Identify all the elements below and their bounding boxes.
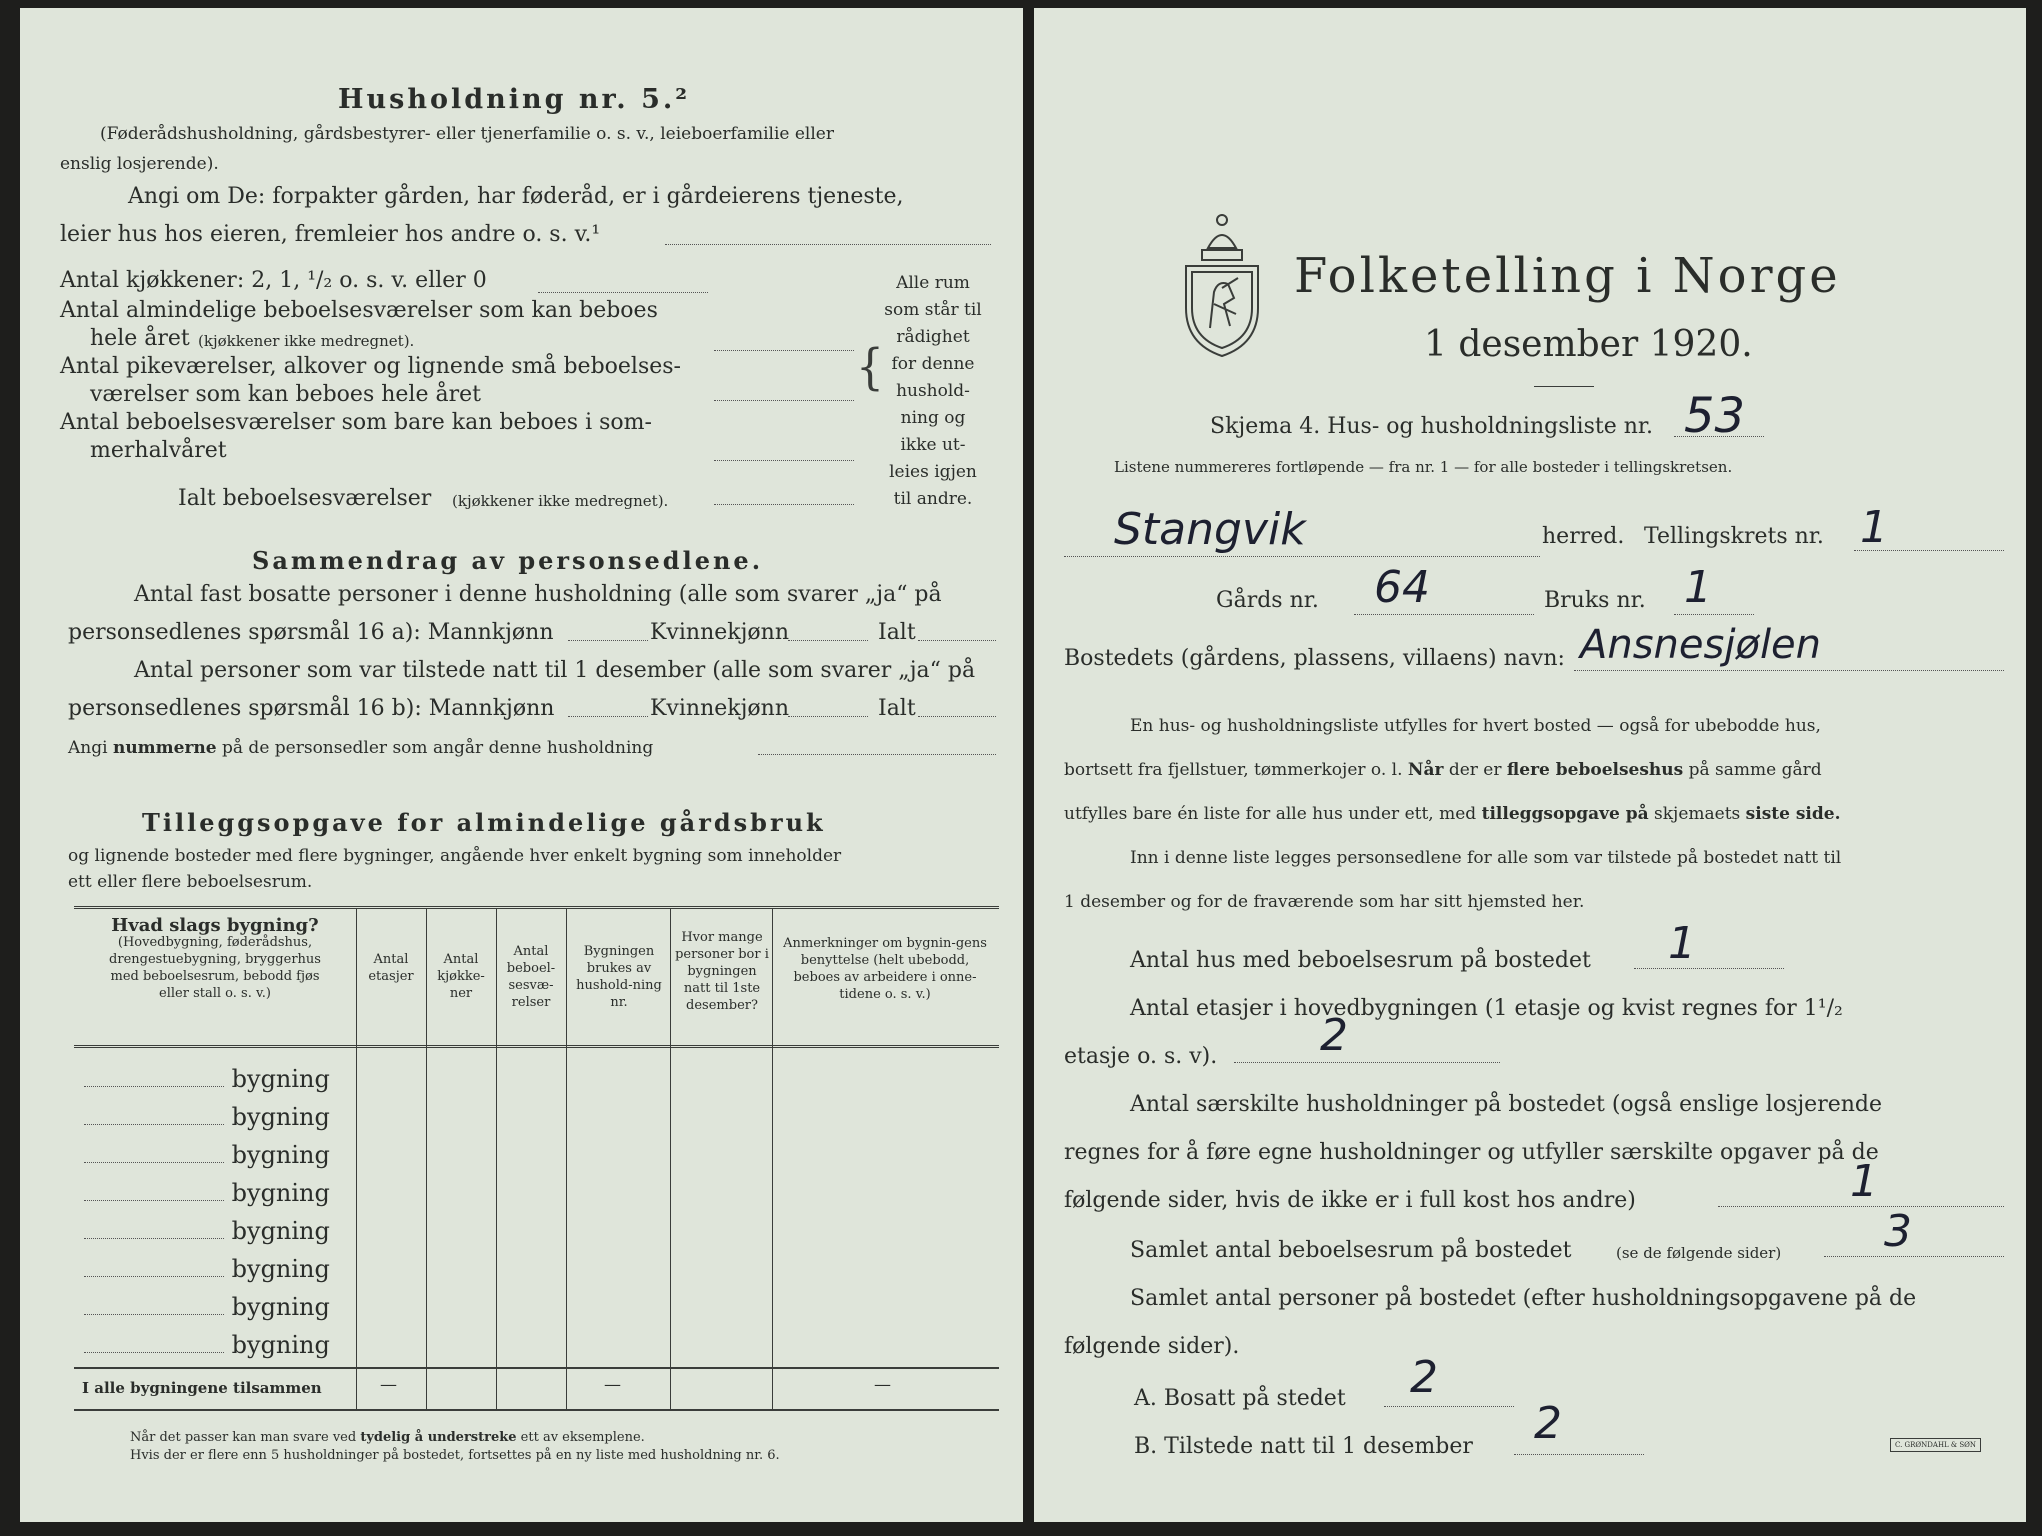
side-note-line: leies igjen [889, 462, 977, 482]
skjema-label: Skjema 4. Hus- og husholdningsliste nr. [1210, 414, 1653, 439]
alm-label-1: Antal almindelige beboelsesværelser som kan beboes [60, 298, 658, 323]
q-hus-value[interactable]: 1 [1668, 918, 1696, 969]
building-row[interactable] [84, 1179, 330, 1207]
col-header-type-desc: (Hovedbygning, føderådshus, drengestuebygning, bryggerhus med beboelsesrum, bebodd fjøs eller stall o. s. v.) [109, 935, 321, 1001]
building-row[interactable] [84, 1103, 330, 1131]
q-rum-small: (se de følgende sider) [1616, 1244, 1782, 1262]
q-b-label: B. Tilstede natt til 1 desember [1134, 1434, 1473, 1459]
coat-of-arms-icon [1178, 208, 1266, 358]
col-header-type-title: Hvad slags bygning? [111, 915, 319, 936]
side-note-line: som står til [884, 300, 982, 320]
mann-2-fill[interactable] [568, 716, 648, 717]
col-header-husholdning: Bygningen brukes av hushold-ning nr. [576, 944, 662, 1010]
info-line-2 [1064, 760, 1822, 780]
q-etasjer-1: Antal etasjer i hovedbygningen (1 etasje og kvist regnes for 1¹/₂ [1130, 996, 1843, 1021]
info-3b: tilleggsopgave på [1481, 804, 1649, 824]
gards-value[interactable]: 64 [1374, 562, 1430, 613]
pike-label-2: værelser som kan beboes hele året [90, 382, 481, 407]
side-note-line: hushold- [896, 381, 970, 401]
q-hush-1: Antal særskilte husholdninger på bostedet (også enslige losjerende [1130, 1092, 1883, 1117]
bosted-label: Bostedets (gårdens, plassens, villaens) navn: [1064, 646, 1565, 671]
total-row-label: I alle bygningene tilsammen [82, 1379, 322, 1397]
q-hush-2: regnes for å føre egne husholdninger og utfyller særskilte opgaver på de [1064, 1140, 1879, 1165]
kvinne-2-fill[interactable] [788, 716, 868, 717]
bosted-fill [1574, 670, 2004, 671]
q-a-fill [1384, 1406, 1514, 1407]
q-hush-fill [1718, 1206, 2004, 1207]
side-note-line: rådighet [896, 327, 970, 347]
footnote-1c: ett av eksemplene. [520, 1430, 645, 1445]
q-pers-2: følgende sider). [1064, 1334, 1240, 1359]
angi-nummerne-post: på de personsedler som angår denne husholdning [222, 738, 654, 758]
census-date: 1 desember 1920. [1424, 324, 1753, 365]
household-title: Husholdning nr. 5.² [338, 84, 691, 115]
col-header-type [78, 917, 352, 1002]
skjema-fill [1674, 436, 1764, 437]
kvinne-1-label: Kvinnekjønn [650, 620, 789, 645]
pike-label-1: Antal pikeværelser, alkover og lignende små beboelses- [60, 354, 681, 379]
alm-fill[interactable] [714, 350, 854, 351]
gards-fill [1354, 614, 1534, 615]
summary-line-2a: Antal personer som var tilstede natt til 1 desember (alle som svarer „ja“ på [134, 658, 976, 683]
building-row[interactable] [84, 1293, 330, 1321]
q-etasjer-2: etasje o. s. v). [1064, 1044, 1218, 1069]
ialt-rooms-small: (kjøkkener ikke medregnet). [452, 492, 669, 510]
q-hus-label: Antal hus med beboelsesrum på bostedet [1130, 948, 1591, 973]
kjokkener-fill[interactable] [538, 292, 708, 293]
side-note [878, 270, 988, 513]
tillegg-line-2: ett eller flere beboelsesrum. [68, 872, 313, 892]
col-header-personer: Hvor mange personer bor i bygningen natt til 1ste desember? [675, 930, 769, 1013]
side-note-line: til andre. [893, 489, 973, 509]
gards-label: Gårds nr. [1216, 588, 1319, 613]
census-title: Folketelling i Norge [1294, 248, 1841, 304]
skjema-value[interactable]: 53 [1684, 388, 1746, 444]
q-etasjer-value[interactable]: 2 [1320, 1010, 1348, 1061]
angi-nummerne [68, 738, 653, 758]
herred-label: herred. [1542, 524, 1625, 549]
q-b-fill [1514, 1454, 1644, 1455]
info-2a: bortsett fra fjellstuer, tømmerkojer o. l. [1064, 760, 1403, 780]
info-3a: utfylles bare én liste for alle hus under ett, med [1064, 804, 1477, 824]
building-row[interactable] [84, 1141, 330, 1169]
total-dash: — [604, 1375, 621, 1395]
tillegg-title: Tilleggsopgave for almindelige gårdsbruk [142, 808, 826, 837]
summary-line-1b: personsedlenes spørsmål 16 a): Mannkjønn [68, 620, 554, 645]
angi-fill [665, 244, 991, 245]
info-line-1: En hus- og husholdningsliste utfylles for hvert bosted — også for ubebodde hus, [1130, 716, 1821, 736]
col-header-anmerkninger: Anmerkninger om bygnin-gens benyttelse (helt ubebodd, beboes av arbeidere i onne-tidene o. s. v.) [783, 936, 987, 1002]
footnote-2: Hvis der er flere enn 5 husholdninger på bostedet, fortsettes på en ny liste med husholdning nr. 6. [130, 1448, 780, 1463]
ialt-2-fill[interactable] [918, 716, 996, 717]
building-row-label: bygning [231, 1179, 330, 1207]
intro-paren-2: enslig losjerende). [60, 154, 219, 174]
footnote-1b: tydelig å understreke [360, 1430, 517, 1445]
col-header-beboelsesvaerelser: Antal beboel-sesvæ-relser [506, 944, 556, 1010]
bruks-value[interactable]: 1 [1684, 562, 1712, 613]
info-2d: flere beboelseshus [1506, 760, 1684, 780]
info-2c: der er [1448, 760, 1502, 780]
q-rum-fill [1824, 1256, 2004, 1257]
building-row[interactable] [84, 1065, 330, 1093]
angi-line-2: leier hus hos eieren, fremleier hos andre o. s. v.¹ [60, 222, 601, 247]
col-header-etasjer: Antal etasjer [368, 952, 414, 984]
q-hush-value[interactable]: 1 [1850, 1156, 1878, 1207]
printer-stamp: C. GRØNDAHL & SØN [1890, 1438, 1981, 1452]
building-row[interactable] [84, 1331, 330, 1359]
q-pers-1: Samlet antal personer på bostedet (efter husholdningsopgavene på de [1130, 1286, 1917, 1311]
building-row-label: bygning [231, 1293, 330, 1321]
som-fill[interactable] [714, 460, 854, 461]
herred-fill [1064, 556, 1540, 557]
tillegg-line-1: og lignende bosteder med flere bygninger, angående hver enkelt bygning som inneholder [68, 846, 842, 866]
side-note-line: ikke ut- [900, 435, 966, 455]
q-rum-value[interactable]: 3 [1884, 1206, 1912, 1257]
tellingskrets-label: Tellingskrets nr. [1644, 524, 1824, 549]
info-2b: Når [1407, 760, 1444, 780]
bruks-label: Bruks nr. [1544, 588, 1646, 613]
alm-label-2: hele året [90, 326, 190, 351]
side-note-line: ning og [900, 408, 966, 428]
ialt-rooms-label: Ialt beboelsesværelser [178, 486, 432, 511]
info-line-3 [1064, 804, 1841, 824]
total-dash: — [874, 1375, 891, 1395]
mann-1-fill[interactable] [568, 640, 648, 641]
building-row[interactable] [84, 1217, 330, 1245]
summary-line-1a: Antal fast bosatte personer i denne husholdning (alle som svarer „ja“ på [134, 582, 942, 607]
angi-nummerne-pre: Angi [68, 738, 108, 758]
bosted-value[interactable]: Ansnesjølen [1580, 622, 1822, 668]
building-row-label: bygning [231, 1331, 330, 1359]
kvinne-1-fill[interactable] [788, 640, 868, 641]
angi-line-1: Angi om De: forpakter gården, har føderåd, er i gårdeierens tjeneste, [128, 184, 904, 209]
summary-line-2b: personsedlenes spørsmål 16 b): Mannkjønn [68, 696, 555, 721]
total-dash: — [380, 1375, 397, 1395]
q-etasjer-fill [1234, 1062, 1500, 1063]
q-a-value[interactable]: 2 [1410, 1352, 1438, 1403]
q-b-value[interactable]: 2 [1534, 1398, 1562, 1449]
angi-nummerne-bold: nummerne [112, 738, 217, 758]
info-line-5: 1 desember og for de fraværende som har sitt hjemsted her. [1064, 892, 1585, 912]
info-3d: siste side. [1745, 804, 1841, 824]
info-2e: på samme gård [1688, 760, 1822, 780]
ialt-rooms-fill[interactable] [714, 504, 854, 505]
som-label-1: Antal beboelsesværelser som bare kan beboes i som- [60, 410, 652, 435]
col-header-kjokkener: Antal kjøkke-ner [437, 952, 485, 1001]
q-a-label: A. Bosatt på stedet [1134, 1386, 1346, 1411]
kjokkener-label: Antal kjøkkener: 2, 1, ¹/₂ o. s. v. eller 0 [60, 268, 487, 293]
q-hus-fill [1634, 968, 1784, 969]
alm-label-small: (kjøkkener ikke medregnet). [198, 332, 415, 350]
numbering-note: Listene nummereres fortløpende — fra nr. 1 — for alle bosteder i tellingskretsen. [1114, 458, 1733, 476]
building-table [74, 906, 999, 1411]
tellingskrets-fill [1854, 550, 2004, 551]
left-page [20, 8, 1023, 1522]
footnote-1 [130, 1430, 645, 1445]
som-label-2: merhalvåret [90, 438, 227, 463]
side-note-line: for denne [891, 354, 975, 374]
ialt-2-label: Ialt [878, 696, 916, 721]
building-row-label: bygning [231, 1103, 330, 1131]
footnote-1a: Når det passer kan man svare ved [130, 1430, 357, 1445]
tellingskrets-value[interactable]: 1 [1860, 502, 1888, 553]
building-row-label: bygning [231, 1217, 330, 1245]
info-line-4: Inn i denne liste legges personsedlene for alle som var tilstede på bostedet natt til [1130, 848, 1842, 868]
bruks-fill [1674, 614, 1754, 615]
angi-nummerne-fill[interactable] [758, 754, 996, 755]
herred-value[interactable]: Stangvik [1114, 504, 1306, 555]
summary-title: Sammendrag av personsedlene. [252, 546, 764, 575]
building-row[interactable] [84, 1255, 330, 1283]
kvinne-2-label: Kvinnekjønn [650, 696, 789, 721]
intro-paren: (Føderådshusholdning, gårdsbestyrer- eller tjenerfamilie o. s. v., leieboerfamilie eller [100, 124, 834, 144]
side-note-line: Alle rum [896, 273, 970, 293]
building-row-label: bygning [231, 1255, 330, 1283]
building-row-label: bygning [231, 1141, 330, 1169]
q-hush-3: følgende sider, hvis de ikke er i full kost hos andre) [1064, 1188, 1636, 1213]
q-rum-label: Samlet antal beboelsesrum på bostedet [1130, 1238, 1572, 1263]
ialt-1-fill[interactable] [918, 640, 996, 641]
divider [1534, 386, 1594, 387]
ialt-1-label: Ialt [878, 620, 916, 645]
right-page [1034, 8, 2026, 1522]
building-row-label: bygning [231, 1065, 330, 1093]
pike-fill[interactable] [714, 400, 854, 401]
side-brace: { [856, 339, 884, 396]
info-3c: skjemaets [1654, 804, 1741, 824]
